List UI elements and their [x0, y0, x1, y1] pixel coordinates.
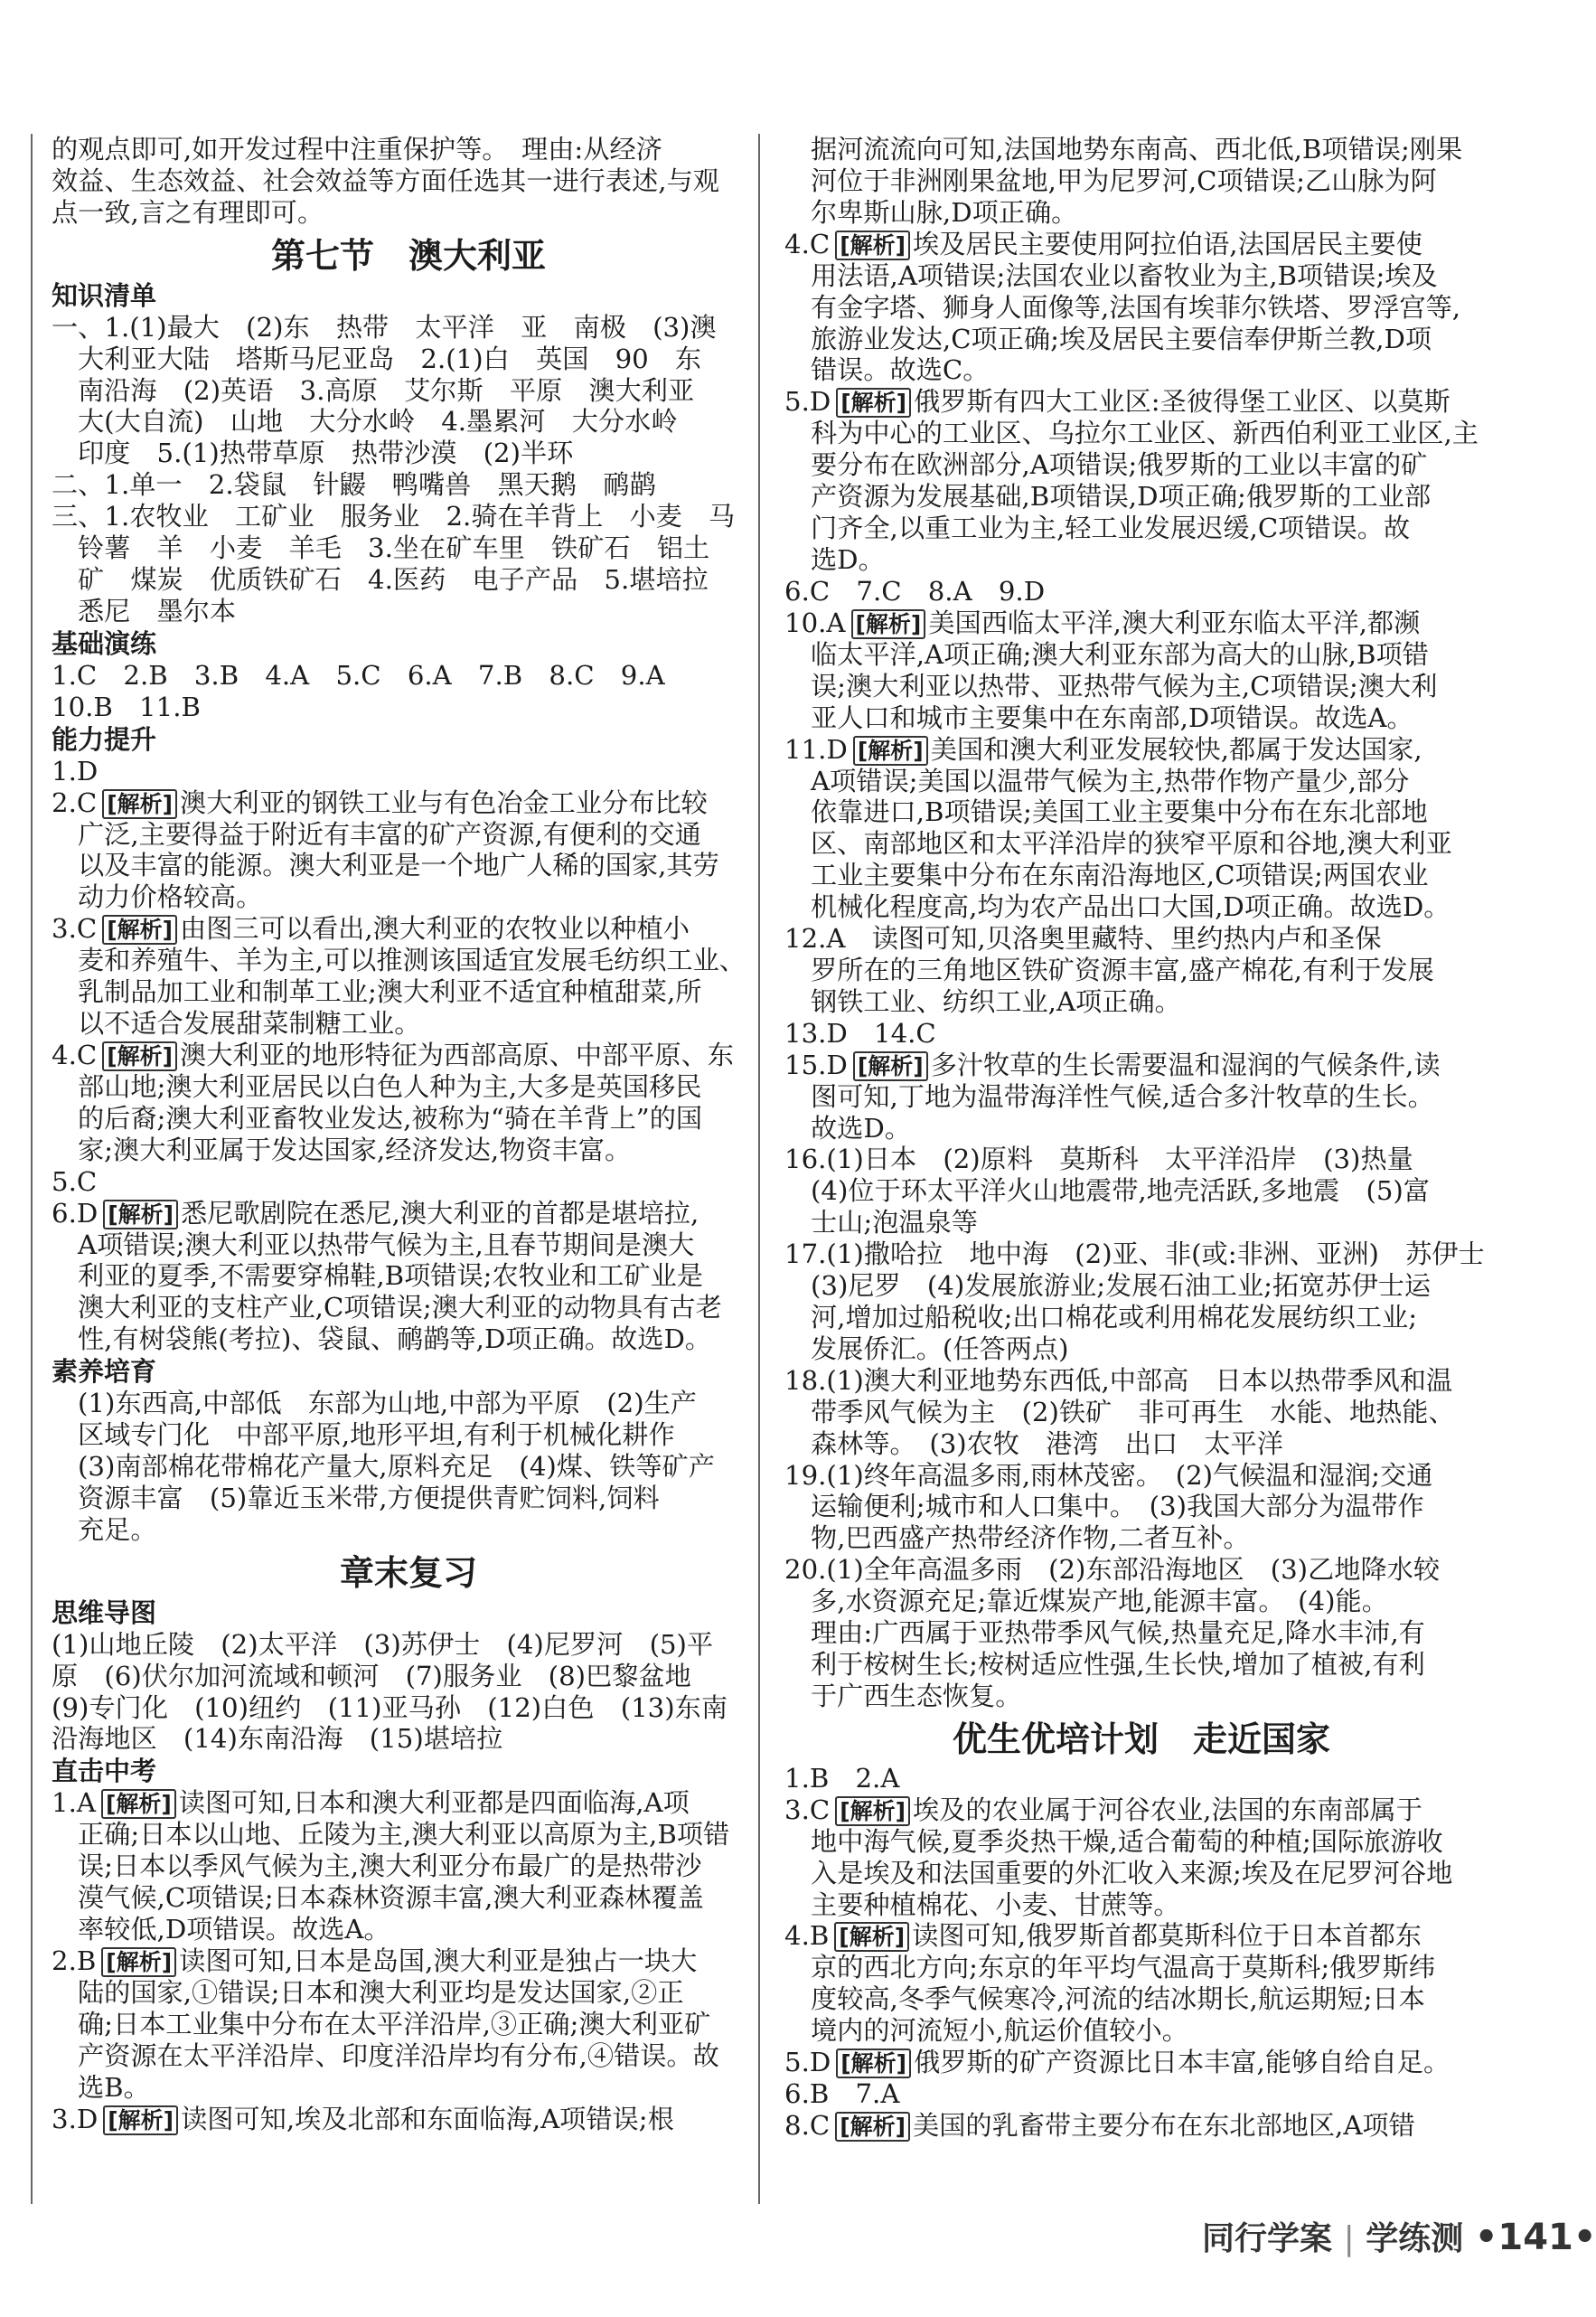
left-margin-rule [31, 134, 33, 2204]
analysis-tag: [解析] [851, 609, 926, 639]
text-line: A项错误;澳大利亚以热带气候为主,且春节期间是澳大 [78, 1229, 695, 1260]
answer-label: 12.A [784, 923, 846, 955]
analysis-tag: [解析] [834, 1922, 909, 1952]
text-line: 选D。 [811, 543, 885, 575]
text-line: 澳大利亚的支柱产业,C项错误;澳大利亚的动物具有古老 [78, 1292, 722, 1323]
analysis-text: 悉尼歌剧院在悉尼,澳大利亚的首都是堪培拉, [181, 1197, 699, 1229]
text-line: 产资源为发展基础,B项错误,D项正确;俄罗斯的工业部 [811, 481, 1432, 513]
left-column [52, 134, 765, 2135]
analysis-text: 俄罗斯有四大工业区:圣彼得堡工业区、以莫斯 [914, 386, 1450, 418]
answer-line: 的观点即可,如开发过程中注重保护等。 理由:从经济 [52, 134, 662, 165]
answer-label: 4.B [784, 1920, 830, 1952]
answer-line [52, 1198, 765, 1229]
answer-line [784, 923, 1498, 955]
subsection-heading: 基础演练 [52, 627, 157, 659]
answer-line: 1.B 2.A [784, 1762, 900, 1794]
answer-label: 8.C [784, 2110, 831, 2142]
text-line: 资源丰富 (5)靠近玉米带,方便提供青贮饲料,饲料 [78, 1482, 660, 1513]
right-column [784, 134, 1498, 2142]
text-line: (3)尼罗 (4)发展旅游业;发展石油工业;拓宽苏伊士运 [811, 1270, 1432, 1302]
answer-line [784, 734, 1498, 766]
text-line: 依靠进口,B项错误;美国工业主要集中分布在东北部地 [811, 796, 1428, 828]
answer-line: 1.C 2.B 3.B 4.A 5.C 6.A 7.B 8.C 9.A [52, 659, 665, 691]
text-line: 旅游业发达,C项正确;埃及居民主要信奉伊斯兰教,D项 [811, 323, 1432, 354]
answer-line: 6.B 7.A [784, 2078, 900, 2110]
answer-line [784, 1794, 1498, 1826]
page-number: •141• [1474, 2217, 1596, 2258]
text-line: (4)位于环太平洋火山地震带,地壳活跃,多地震 (5)富 [811, 1175, 1430, 1207]
analysis-tag: [解析] [101, 1947, 176, 1977]
section-title: 章末复习 [339, 1552, 477, 1593]
answer-line [52, 787, 765, 819]
text-line: 钢铁工业、纺织工业,A项正确。 [811, 985, 1181, 1017]
analysis-tag: [解析] [835, 2112, 910, 2142]
answer-line: (1)山地丘陵 (2)太平洋 (3)苏伊士 (4)尼罗河 (5)平 [52, 1628, 714, 1660]
answer-line: 5.C [52, 1165, 98, 1197]
analysis-tag: [解析] [836, 388, 911, 418]
text-line: 主要种植棉花、小麦、甘蔗等。 [811, 1888, 1180, 1920]
text-line: 用法语,A项错误;法国农业以畜牧业为主,B项错误;埃及 [811, 259, 1438, 291]
text-line: 的后裔;澳大利亚畜牧业发达,被称为“骑在羊背上”的国 [78, 1102, 703, 1134]
analysis-text: 美国和澳大利亚发展较快,都属于发达国家, [930, 733, 1422, 765]
answer-label: 11.D [784, 733, 848, 765]
answer-line: 16.(1)日本 (2)原料 莫斯科 太平洋沿岸 (3)热量 [784, 1144, 1413, 1175]
text-line: 误;日本以季风气候为主,澳大利亚分布最广的是热带沙 [78, 1851, 702, 1882]
answer-line [784, 386, 1498, 418]
text-line: 错误。故选C。 [811, 354, 990, 386]
section-title: 优生优培计划 走近国家 [952, 1719, 1330, 1759]
text-line: 士山;泡温泉等 [811, 1207, 978, 1239]
analysis-tag: [解析] [102, 915, 177, 945]
text-line: 罗所在的三角地区铁矿资源丰富,盛产棉花,有利于发展 [811, 954, 1434, 985]
answer-line [784, 1050, 1498, 1081]
footer-brand: 同行学案 [1202, 2220, 1333, 2257]
text-line: 多,水资源充足;靠近煤炭产地,能源丰富。 (4)能。 [811, 1586, 1388, 1617]
analysis-tag: [解析] [835, 231, 910, 260]
analysis-tag: [解析] [102, 1041, 177, 1071]
text-line: 理由:广西属于亚热带季风气候,热量充足,降水丰沛,有 [811, 1617, 1425, 1649]
analysis-tag: [解析] [103, 1200, 178, 1229]
subsection-heading: 思维导图 [52, 1596, 157, 1628]
text-line: 地中海气候,夏季炎热干燥,适合葡萄的种植;国际旅游收 [811, 1825, 1443, 1857]
analysis-text: 读图可知,埃及北部和东面临海,A项错误;根 [181, 2103, 674, 2134]
footer-separator: | [1343, 2220, 1355, 2257]
text-line: 机械化程度高,均为农产品出口大国,D项正确。故选D。 [811, 891, 1450, 923]
text-line: 带季风气候为主 (2)铁矿 非可再生 水能、地热能、 [811, 1396, 1455, 1427]
analysis-tag: [解析] [836, 2049, 911, 2078]
answer-label: 3.D [52, 2103, 99, 2134]
text-line: 性,有树袋熊(考拉)、袋鼠、鸸鹋等,D项正确。故选D。 [78, 1323, 712, 1355]
text-line: 选B。 [78, 2071, 150, 2103]
text-line: 以及丰富的能源。澳大利亚是一个地广人稀的国家,其劳 [78, 850, 719, 881]
answer-label: 2.B [52, 1945, 97, 1976]
answer-line [52, 913, 765, 945]
answer-label: 2.C [52, 786, 98, 818]
answer-label: 4.C [52, 1039, 98, 1070]
text-line: 广泛,主要得益于附近有丰富的矿产资源,有便利的交通 [78, 818, 701, 850]
text-line: 悉尼 墨尔本 [78, 595, 237, 626]
analysis-tag: [解析] [103, 2105, 178, 2135]
text-line: A项错误;美国以温带气候为主,热带作物产量少,部分 [811, 765, 1410, 796]
answer-line: 13.D 14.C [784, 1017, 936, 1049]
text-line: 科为中心的工业区、乌拉尔工业区、新西伯利亚工业区,主 [811, 418, 1479, 449]
text-line: 京的西北方向;东京的年平均气温高于莫斯科;俄罗斯纬 [811, 1952, 1435, 1983]
text-line: 境内的河流短小,航运价值较小。 [811, 2015, 1188, 2047]
answer-label: 1.A [52, 1787, 96, 1819]
text-line: 矿 煤炭 优质铁矿石 4.医药 电子产品 5.堪培拉 [78, 563, 709, 595]
answer-line: 效益、生态效益、社会效益等方面任选其一进行表述,与观 [52, 165, 719, 196]
footer-series: 学练测 [1366, 2220, 1464, 2257]
analysis-text: 俄罗斯的矿产资源比日本丰富,能够自给自足。 [914, 2047, 1450, 2078]
text-line: 故选D。 [811, 1112, 911, 1144]
analysis-text: 由图三可以看出,澳大利亚的农牧业以种植小 [180, 913, 690, 945]
answer-line: 原 (6)伏尔加河流域和顿河 (7)服务业 (8)巴黎盆地 [52, 1660, 691, 1691]
text-line: 门齐全,以重工业为主,轻工业发展迟缓,C项错误。故 [811, 513, 1411, 544]
answer-label: 6.D [52, 1197, 99, 1229]
text-line: 正确;日本以山地、丘陵为主,澳大利亚以高原为主,B项错 [78, 1819, 730, 1851]
text-line: 有金字塔、狮身人面像等,法国有埃菲尔铁塔、罗浮宫等, [811, 291, 1461, 323]
answer-label: 3.C [52, 913, 98, 945]
text-line: 河位于非洲刚果盆地,甲为尼罗河,C项错误;乙山脉为阿 [811, 165, 1437, 196]
text-line: 物,巴西盛产热带经济作物,二者互补。 [811, 1522, 1250, 1554]
answer-line: (9)专门化 (10)纽约 (11)亚马孙 (12)白色 (13)东南 [52, 1691, 728, 1723]
analysis-tag: [解析] [101, 1789, 176, 1819]
answer-line: 17.(1)撒哈拉 地中海 (2)亚、非(或:非洲、亚洲) 苏伊士 [784, 1239, 1485, 1270]
text-line: 区、南部地区和太平洋沿岸的狭窄平原和谷地,澳大利亚 [811, 828, 1452, 860]
answer-line [52, 1040, 765, 1071]
text-line: 部山地;澳大利亚居民以白色人种为主,大多是英国移民 [78, 1070, 702, 1102]
answer-line [52, 1945, 765, 1977]
subsection-heading: 知识清单 [52, 279, 157, 311]
subsection-heading: 直击中考 [52, 1756, 157, 1787]
analysis-text: 埃及居民主要使用阿拉伯语,法国居民主要使 [913, 228, 1422, 259]
text-line: 率较低,D项错误。故选A。 [78, 1914, 390, 1945]
answer-line: 6.C 7.C 8.A 9.D [784, 575, 1046, 607]
analysis-text: 澳大利亚的地形特征为西部高原、中部平原、东 [180, 1039, 734, 1070]
text-line: 发展侨汇。(任答两点) [811, 1333, 1069, 1364]
answer-line: 1.D [52, 755, 99, 786]
analysis-tag: [解析] [835, 1796, 910, 1826]
analysis-tag: [解析] [853, 736, 928, 766]
text-line: (3)南部棉花带棉花产量大,原料充足 (4)煤、铁等矿产 [78, 1451, 715, 1482]
text-line: (1)东西高,中部低 东部为山地,中部为平原 (2)生产 [78, 1388, 697, 1419]
answer-line [52, 1787, 765, 1819]
answer-label: 4.C [784, 228, 831, 259]
text-line: 陆的国家,①错误;日本和澳大利亚均是发达国家,②正 [78, 1976, 684, 2008]
text-line: 要分布在欧洲部分,A项错误;俄罗斯的工业以丰富的矿 [811, 449, 1428, 481]
analysis-tag: [解析] [102, 789, 177, 819]
text-line: 动力价格较高。 [78, 881, 263, 913]
text-line: 亚人口和城市主要集中在东南部,D项错误。故选A。 [811, 702, 1413, 733]
analysis-text: 美国西临太平洋,澳大利亚东临太平洋,都濒 [928, 607, 1421, 638]
answer-line: 三、1.农牧业 工矿业 服务业 2.骑在羊背上 小麦 马 [52, 501, 736, 532]
analysis-text: 读图可知,贝洛奥里藏特、里约热内卢和圣保 [871, 923, 1382, 955]
text-line: 运输便利;城市和人口集中。 (3)我国大部分为温带作 [811, 1491, 1424, 1522]
text-line: 据河流流向可知,法国地势东南高、西北低,B项错误;刚果 [811, 134, 1463, 165]
answer-line: 19.(1)终年高温多雨,雨林茂密。 (2)气候温和湿润;交通 [784, 1459, 1433, 1491]
text-line: 图可知,丁地为温带海洋性气候,适合多汁牧草的生长。 [811, 1080, 1434, 1112]
text-line: 大利亚大陆 塔斯马尼亚岛 2.(1)白 英国 90 东 [78, 343, 702, 374]
text-line: 河,增加过船税收;出口棉花或利用棉花发展纺织工业; [811, 1302, 1418, 1333]
answer-label: 5.D [784, 2047, 831, 2078]
answer-line: 10.B 11.B [52, 691, 201, 722]
text-line: 确;日本工业集中分布在太平洋沿岸,③正确;澳大利亚矿 [78, 2008, 711, 2039]
answer-line [784, 2047, 1498, 2078]
text-line: 麦和养殖牛、羊为主,可以推测该国适宜发展毛纺织工业、 [78, 945, 746, 976]
answer-label: 3.C [784, 1794, 831, 1825]
analysis-text: 读图可知,俄罗斯首都莫斯科位于日本首都东 [912, 1920, 1422, 1952]
text-line: 利于桉树生长;桉树适应性强,生长快,增加了植被,有利 [811, 1648, 1425, 1680]
subsection-heading: 能力提升 [52, 723, 157, 755]
text-line: 尔卑斯山脉,D项正确。 [811, 196, 1078, 228]
text-line: 区域专门化 中部平原,地形平坦,有利于机械化耕作 [78, 1419, 675, 1451]
text-line: 入是埃及和法国重要的外汇收入来源;埃及在尼罗河谷地 [811, 1857, 1453, 1888]
answer-line [52, 2104, 765, 2135]
analysis-text: 埃及的农业属于河谷农业,法国的东南部属于 [913, 1794, 1422, 1825]
answer-line [784, 2110, 1498, 2142]
text-line: 铃薯 羊 小麦 羊毛 3.坐在矿车里 铁矿石 铝土 [78, 532, 710, 564]
text-line: 产资源在太平洋沿岸、印度洋沿岸均有分布,④错误。故 [78, 2039, 719, 2071]
text-line: 工业主要集中分布在东南沿海地区,C项错误;两国农业 [811, 860, 1429, 891]
answer-label: 10.A [784, 607, 846, 638]
analysis-text: 澳大利亚的钢铁工业与有色冶金工业分布比较 [180, 786, 708, 818]
text-line: 利亚的夏季,不需要穿棉鞋,B项错误;农牧业和工矿业是 [78, 1260, 703, 1292]
section-title: 第七节 澳大利亚 [270, 235, 546, 276]
answer-line [784, 608, 1498, 639]
answer-line: 18.(1)澳大利亚地势东西低,中部高 日本以热带季风和温 [784, 1364, 1453, 1396]
text-line: 漠气候,C项错误;日本森林资源丰富,澳大利亚森林覆盖 [78, 1882, 704, 1914]
text-line: 度较高,冬季气候寒冷,河流的结冰期长,航运期短;日本 [811, 1983, 1425, 2015]
text-line: 充足。 [78, 1513, 157, 1545]
answer-label: 15.D [784, 1049, 848, 1080]
text-line: 家;澳大利亚属于发达国家,经济发达,物资丰富。 [78, 1134, 632, 1165]
answer-label: 5.D [784, 386, 831, 418]
answer-line [784, 1920, 1498, 1952]
text-line: 乳制品加工业和制革工业;澳大利亚不适宜种植甜菜,所 [78, 976, 702, 1008]
text-line: 临太平洋,A项正确;澳大利亚东部为高大的山脉,B项错 [811, 638, 1429, 670]
analysis-text: 美国的乳畜带主要分布在东北部地区,A项错 [913, 2110, 1415, 2142]
answer-line: 点一致,言之有理即可。 [52, 196, 324, 228]
text-line: 误;澳大利亚以热带、亚热带气候为主,C项错误;澳大利 [811, 670, 1438, 702]
analysis-text: 读图可知,日本和澳大利亚都是四面临海,A项 [178, 1787, 690, 1819]
answer-line: 二、1.单一 2.袋鼠 针鼹 鸭嘴兽 黑天鹅 鸸鹋 [52, 469, 656, 501]
answer-line: 沿海地区 (14)东南沿海 (15)堪培拉 [52, 1723, 503, 1755]
subsection-heading: 素养培育 [52, 1356, 157, 1388]
text-line: 印度 5.(1)热带草原 热带沙漠 (2)半环 [78, 438, 574, 469]
answer-line: 20.(1)全年高温多雨 (2)东部沿海地区 (3)乙地降水较 [784, 1554, 1441, 1586]
text-line: 于广西生态恢复。 [811, 1680, 1022, 1711]
text-line: 大(大自流) 山地 大分水岭 4.墨累河 大分水岭 [78, 406, 678, 438]
analysis-tag: [解析] [853, 1051, 928, 1081]
text-line: 南沿海 (2)英语 3.高原 艾尔斯 平原 澳大利亚 [78, 374, 695, 406]
text-line: 森林等。 (3)农牧 港湾 出口 太平洋 [811, 1427, 1283, 1459]
page-footer [1202, 2213, 1596, 2259]
analysis-text: 读图可知,日本是岛国,澳大利亚是独占一块大 [179, 1945, 698, 1976]
answer-line: 一、1.(1)最大 (2)东 热带 太平洋 亚 南极 (3)澳 [52, 311, 717, 343]
analysis-text: 多汁牧草的生长需要温和湿润的气候条件,读 [930, 1049, 1441, 1080]
answer-line [784, 229, 1498, 260]
text-line: 以不适合发展甜菜制糖工业。 [78, 1008, 421, 1040]
